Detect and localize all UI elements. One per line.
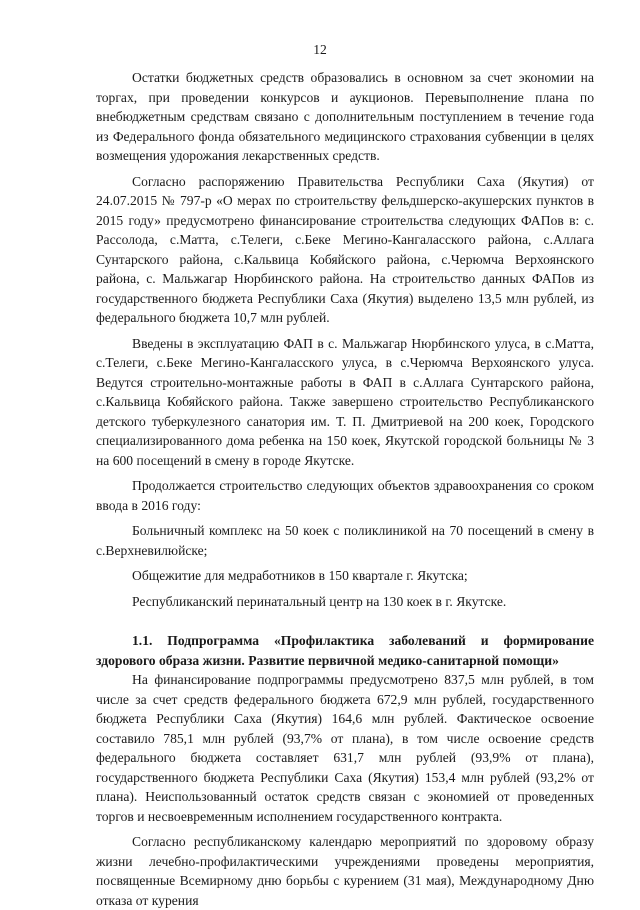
document-body	[96, 68, 594, 910]
list-item-dormitory: Общежитие для медработников в 150 квартале г. Якутска;	[132, 568, 468, 583]
list-item-perinatal-center: Республиканский перинатальный центр на 130 коек в г. Якутске.	[132, 593, 507, 609]
paragraph-fap-commissioned: Введены в эксплуатацию ФАП в с. Мальжагар Нюрбинского улуса, в с.Матта, с.Телеги, с.Беке Мегино-Кангаласского улуса, в с.Черюмча Верхоянского улуса. Ведутся строительно-монтажные работы в ФАП в с.Аллага Сунтарского района, с.Кальвица Кобяйского района. Также завершено строительство Республиканского детского туберкулезного санатория им. Т. П. Дмитриевой на 200 коек, Городского специализированного дома ребенка на 150 коек, Якутской городской больницы № 3 на 600 посещений в смену в городе Якутске.	[96, 335, 594, 468]
page-number: 12	[313, 42, 327, 57]
paragraph-fap-financing: Согласно распоряжению Правительства Республики Саха (Якутия) от 24.07.2015 № 797-р «О мерах по строительству фельдшерско-акушерских пунктов в 2015 году» предусмотрено финансирование строительства следующих ФАПов в: с. Рассолода, с.Матта, с.Телеги, с.Беке Мегино-Кангаласского района, с.Аллага Сунтарского района, с.Кальвица Кобяйского района, с.Черюмча Верхоянского района, с. Мальжагар Нюрбинского района. На строительство данных ФАПов из государственного бюджета Республики Саха (Якутия) выделено 13,5 млн рублей, из федерального бюджета 10,7 млн рублей.	[96, 173, 594, 325]
paragraph-budget-savings: Остатки бюджетных средств образовались в основном за счет экономии на торгах, при проведении конкурсов и аукционов. Перевыполнение плана по внебюджетным средствам связано с дополнительным поступлением в течение года из Федерального фонда обязательного медицинского страхования субвенции в целях возмещения удорожания лекарственных средств.	[96, 70, 594, 163]
list-item-hospital-complex: Больничный комплекс на 50 коек с поликлиникой на 70 посещений в смену в с.Верхневилюйске;	[96, 523, 594, 558]
paragraph-subprogram-financing: На финансирование подпрограммы предусмотрено 837,5 млн рублей, в том числе за счет средств федерального бюджета 672,9 млн рублей, государственного бюджета Республики Саха (Якутия) 164,6 млн рублей. Фактическое освоение составило 785,1 млн рублей (93,7% от плана), в том числе освоение средств федерального бюджета составляет 631,7 млн рублей (93,9% от плана), государственного бюджета Республики Саха (Якутия) 153,4 млн рублей (93,2% от плана). Неиспользованный остаток средств связан с экономией от проведенных торгов и несвоевременным исполнением государственного контракта.	[96, 672, 594, 824]
section-heading: 1.1. Подпрограмма «Профилактика заболеваний и формирование здорового образа жизни. Развитие первичной медико-санитарной помощи»	[96, 633, 594, 668]
paragraph-healthy-lifestyle: Согласно республиканскому календарю мероприятий по здоровому образу жизни лечебно-профилактическими учреждениями проведены мероприятия, посвященные Всемирному дню борьбы с курением (31 мая), Международному Дню отказа от курения	[96, 834, 594, 908]
paragraph-construction-2016: Продолжается строительство следующих объектов здравоохранения со сроком ввода в 2016 году:	[96, 478, 594, 513]
